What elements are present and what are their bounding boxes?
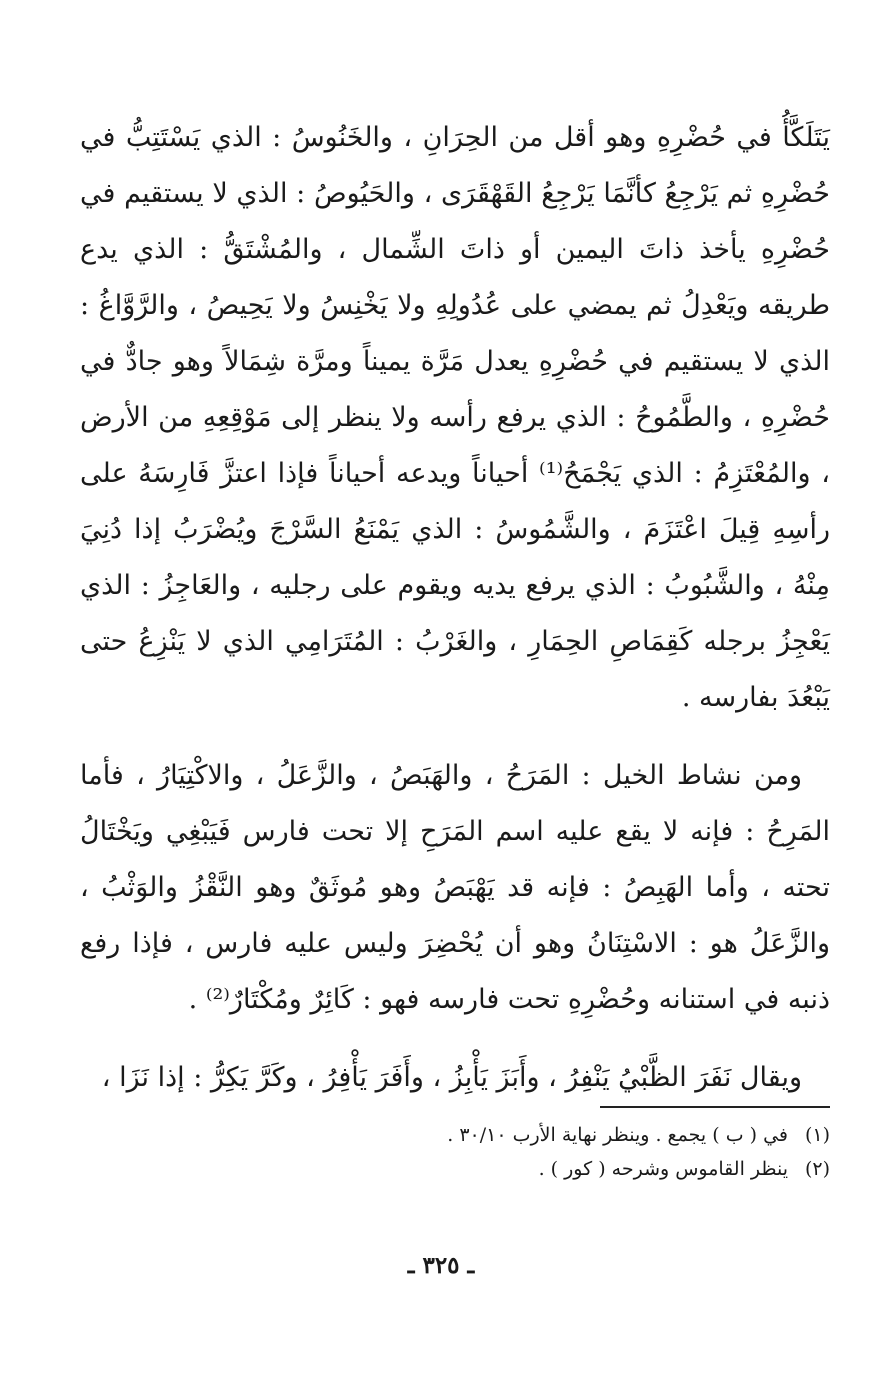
footnote-text: في ( ب ) يجمع . وينظر نهاية الأرب ٣٠/١٠ .	[447, 1124, 788, 1146]
footnote-text: ينظر القاموس وشرحه ( كور ) .	[538, 1158, 788, 1180]
paragraph-horse-liveliness: ومن نشاط الخيل : المَرَحُ ، والهَبَصُ ، والزَّعَلُ ، والاكْتِيَارُ ، فأما المَرِحُ : فإنه لا يقع عليه اسم المَرَحِ إلا تحت فارس فَيَبْغِي ويَخْتَالُ تحته ، وأما الهَبِصُ : فإنه قد يَهْبَصُ وهو مُوثَقٌ وهو النَّقْزُ والوَثْبُ ، والزَّعَلُ هو : الاسْتِنَانُ وهو أن يُحْضِرَ وليس عليه فارس ، فإذا رفع ذنبه في استنانه وحُضْرِهِ تحت فارسه فهو : كَائِرٌ ومُكْتَارٌ⁽²⁾ .	[80, 760, 830, 1015]
footnotes	[80, 1118, 830, 1186]
body-text	[80, 110, 830, 1128]
page-number: ـ ٣٢٥ ـ	[407, 1252, 475, 1279]
footnote-number: (٢)	[804, 1158, 830, 1180]
paragraph-horse-gaits: يَتَلَكَّأُ في حُضْرِهِ وهو أقل من الحِرَانِ ، والخَنُوسُ : الذي يَسْتَتِبُّ في حُضْرِهِ ثم يَرْجِعُ كأنَّمَا يَرْجِعُ القَهْقَرَى ، والحَيُوصُ : الذي لا يستقيم في حُضْرِهِ يأخذ ذاتَ اليمين أو ذاتَ الشِّمال ، والمُشْتَقُّ : الذي يدع طريقه ويَعْدِلُ ثم يمضي على عُدُولِهِ ولا يَخْنِسُ ولا يَحِيصُ ، والرَّوَّاغُ : الذي لا يستقيم في حُضْرِهِ يعدل مَرَّة يميناً ومرَّة شِمَالاً وهو جادٌّ في حُضْرِهِ ، والطَّمُوحُ : الذي يرفع رأسه ولا ينظر إلى مَوْقِعِهِ من الأرض ، والمُعْتَزِمُ : الذي يَجْمَحُ⁽¹⁾ أحياناً ويدعه أحياناً فإذا اعتزَّ فَارِسَهُ على رأسِهِ قِيلَ اعْتَزَمَ ، والشَّمُوسُ : الذي يَمْنَعُ السَّرْجَ ويُضْرَبُ إذا دُنِيَ مِنْهُ ، والشَّبُوبُ : الذي يرفع يديه ويقوم على رجليه ، والعَاجِزُ : الذي يَعْجِزُ برجله كَقِمَاصِ الحِمَارِ ، والغَرْبُ : المُتَرَامِي الذي لا يَنْزِعُ حتى يَبْعُدَ بفارسه .	[80, 122, 831, 713]
footnote-2	[80, 1152, 830, 1186]
paragraph-verbs: ويقال نَفَرَ الظَّبْيُ يَنْفِرُ ، وأَبَزَ يَأْبِزُ ، وأَفَرَ يَأْفِرُ ، وكَرَّ يَكِرُّ : إذا نَزَا ،	[101, 1062, 802, 1093]
footnote-divider	[600, 1106, 830, 1108]
footnote-number: (١)	[804, 1124, 830, 1146]
footnote-1	[80, 1118, 830, 1152]
